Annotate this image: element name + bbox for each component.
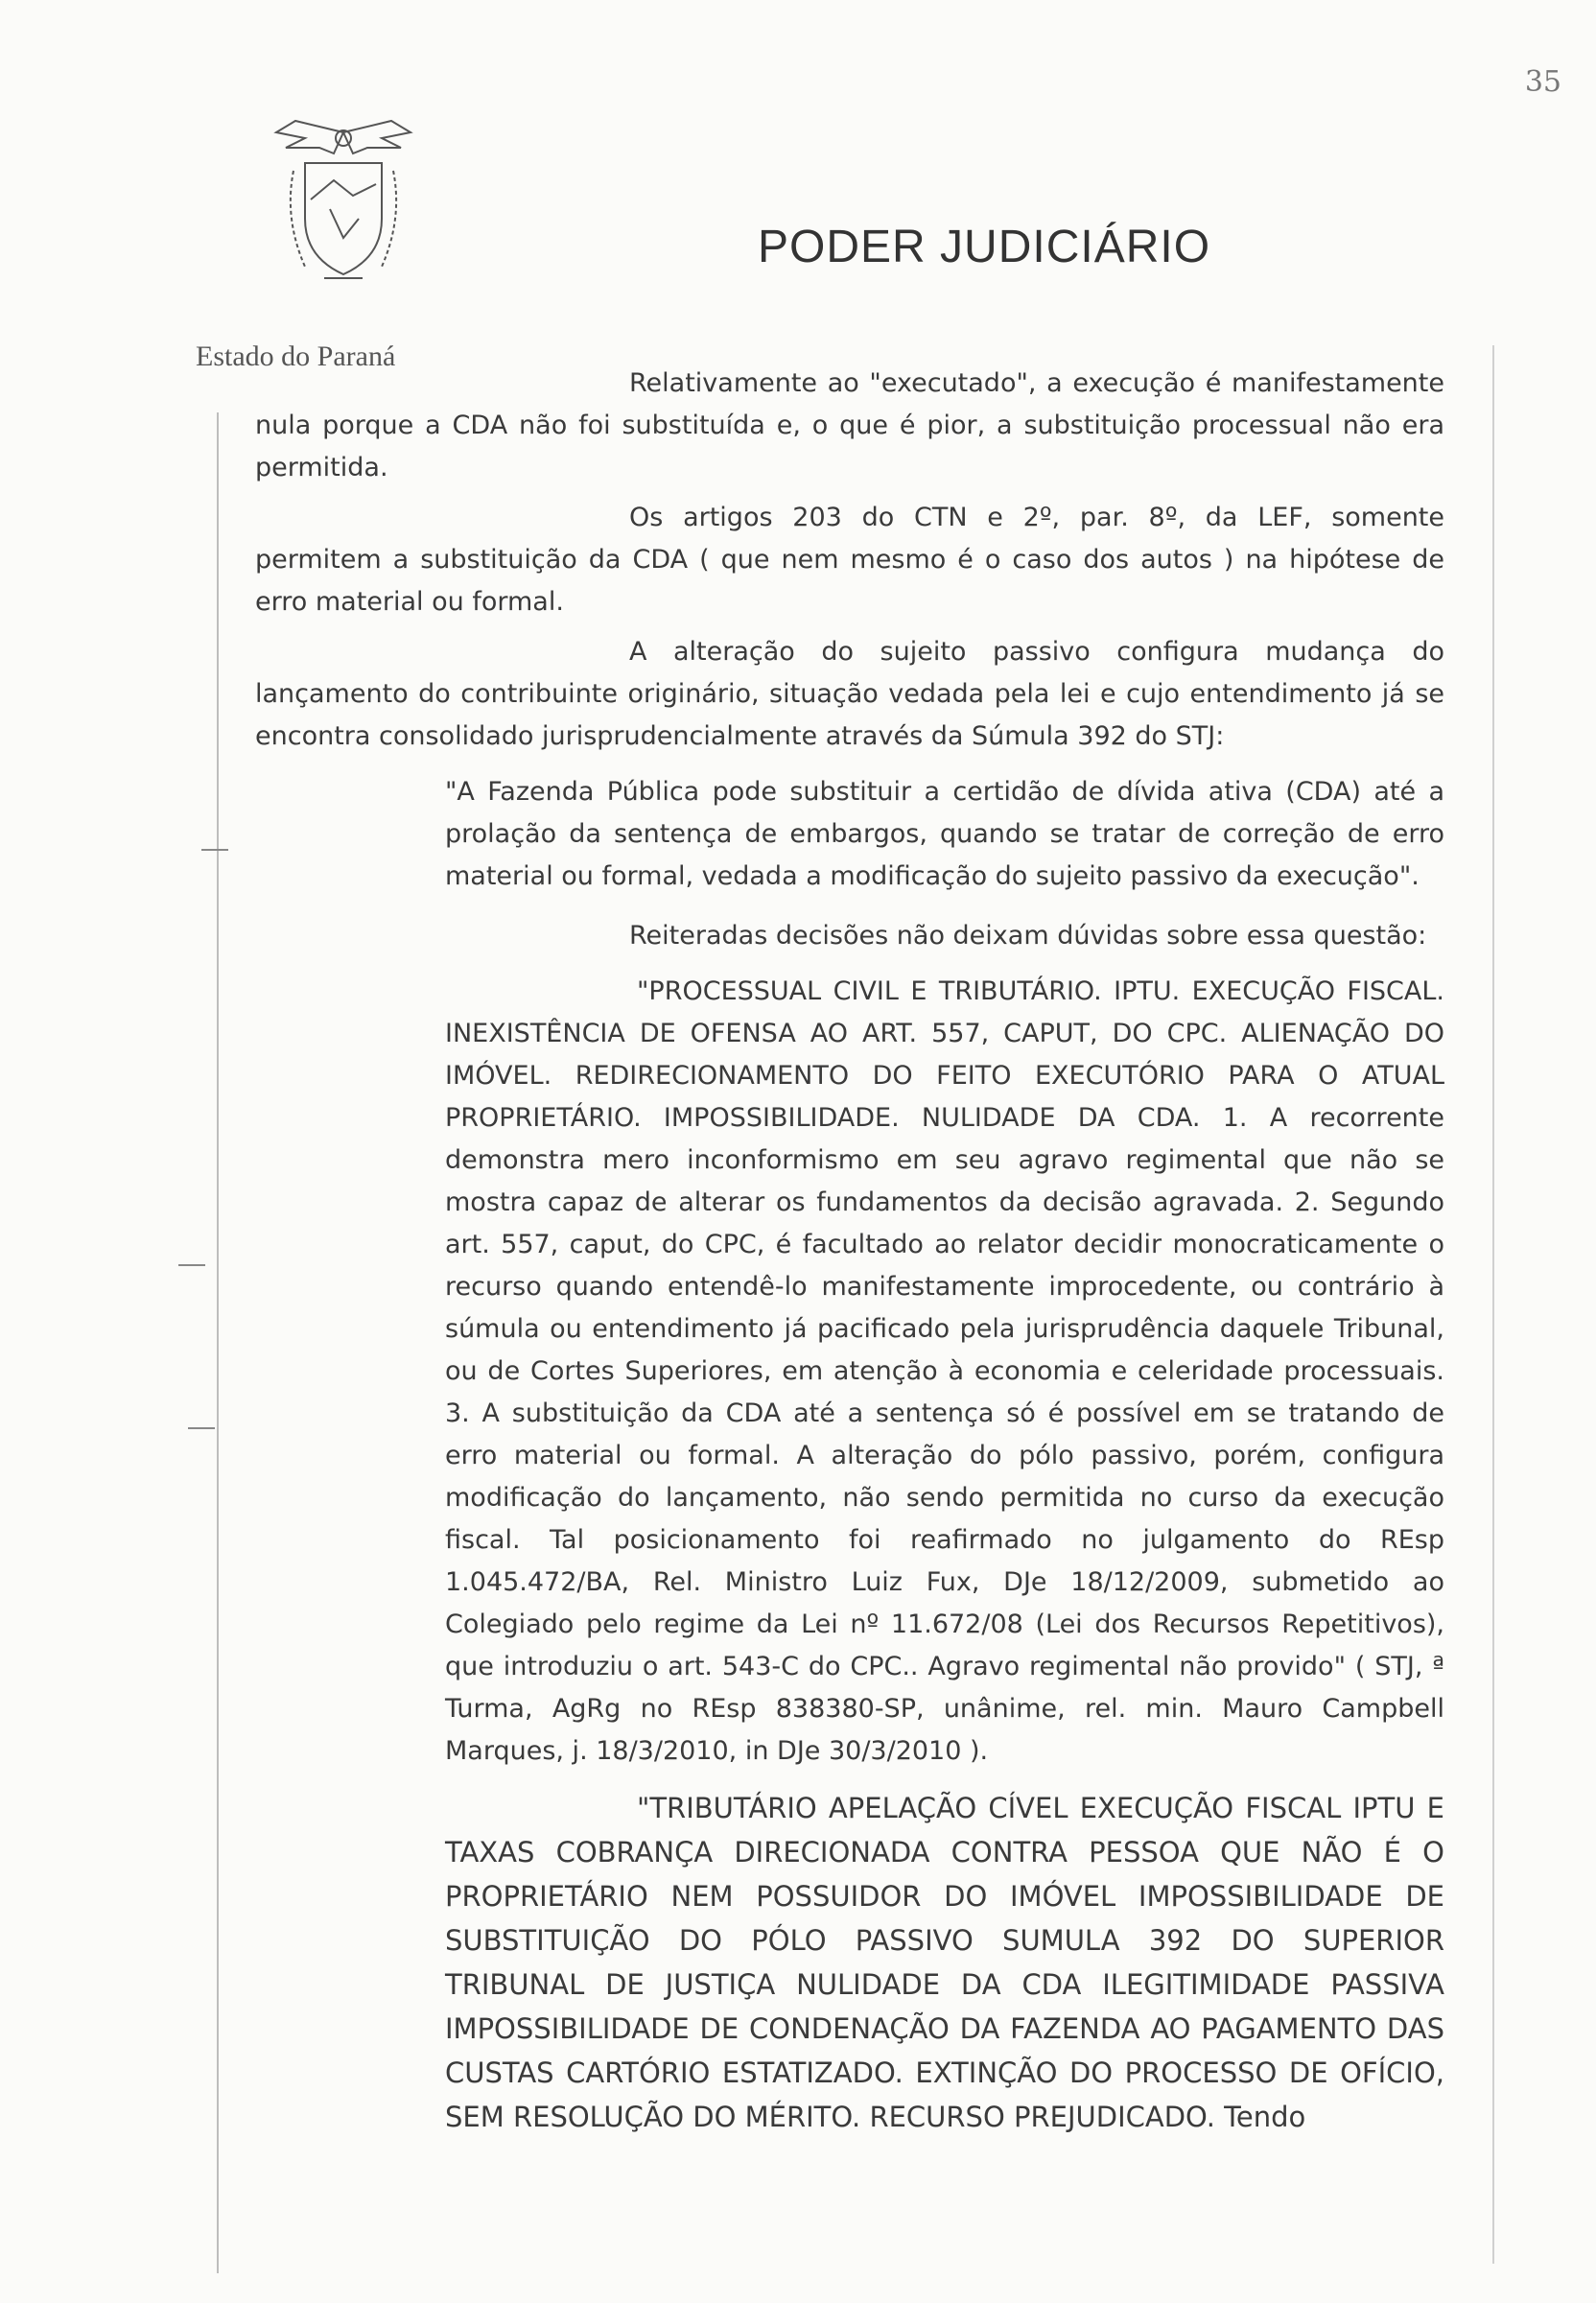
quote-tributario-apelacao: "TRIBUTÁRIO APELAÇÃO CÍVEL EXECUÇÃO FISCAL IPTU E TAXAS COBRANÇA DIRECIONADA CONTRA PESSOA QUE NÃO É O PROPRIETÁRIO NEM POSSUIDOR DO IMÓVEL IMPOSSIBILIDADE DE SUBSTITUIÇÃO DO PÓLO PASSIVO SUMULA 392 DO SUPERIOR TRIBUNAL DE JUSTIÇA NULIDADE DA CDA ILEGITIMIDADE PASSIVA IMPOSSIBILIDADE DE CONDENAÇÃO DA FAZENDA AO PAGAMENTO DAS CUSTAS CARTÓRIO ESTATIZADO. EXTINÇÃO DO PROCESSO DE OFÍCIO, SEM RESOLUÇÃO DO MÉRITO. RECURSO PREJUDICADO. Tendo [445, 1792, 1444, 2133]
margin-tick [188, 1427, 215, 1429]
quote-sumula-392: "A Fazenda Pública pode substituir a certidão de dívida ativa (CDA) até a prolação da sentença de embargos, quando se tratar de correção de erro material ou formal, vedada a modificação do sujeito passivo da execução". [445, 777, 1444, 891]
paragraph-sujeito-passivo: A alteração do sujeito passivo configura mudança do lançamento do contribuinte originário, situação vedada pela lei e cujo entendimento já se encontra consolidado jurisprudencialmente através da Súmula 392 do STJ: [255, 637, 1444, 751]
paragraph-reiteradas: Reiteradas decisões não deixam dúvidas sobre essa questão: [629, 921, 1427, 951]
parana-coat-of-arms-icon [267, 104, 420, 295]
paragraph-artigos: Os artigos 203 do CTN e 2º, par. 8º, da LEF, somente permitem a substituição da CDA ( que nem mesmo é o caso dos autos ) na hipótese de erro material ou formal. [255, 503, 1444, 617]
right-margin-rule [1492, 345, 1494, 2264]
margin-tick [178, 1264, 205, 1266]
page-title: PODER JUDICIÁRIO [758, 222, 1211, 272]
left-margin-rule [217, 412, 219, 2273]
page-number: 35 [1524, 65, 1561, 99]
state-name: Estado do Paraná [196, 341, 396, 372]
quote-stj-decision: "PROCESSUAL CIVIL E TRIBUTÁRIO. IPTU. EXECUÇÃO FISCAL. INEXISTÊNCIA DE OFENSA AO ART. 557, CAPUT, DO CPC. ALIENAÇÃO DO IMÓVEL. REDIRECIONAMENTO DO FEITO EXECUTÓRIO PARA O ATUAL PROPRIETÁRIO. IMPOSSIBILIDADE. NULIDADE DA CDA. 1. A recorrente demonstra mero inconformismo em seu agravo regimental que não se mostra capaz de alterar os fundamentos da decisão agravada. 2. Segundo art. 557, caput, do CPC, é facultado ao relator decidir monocraticamente o recurso quando entendê-lo manifestamente improcedente, ou contrário à súmula ou entendimento já pacificado pela jurisprudência daquele Tribunal, ou de Cortes Superiores, em atenção à economia e celeridade processuais. 3. A substituição da CDA até a sentença só é possível em se tratando de erro material ou formal. A alteração do pólo passivo, porém, configura modificação do lançamento, não sendo permitida no curso da execução fiscal. Tal posicionamento foi reafirmado no julgamento do REsp 1.045.472/BA, Rel. Ministro Luiz Fux, DJe 18/12/2009, submetido ao Colegiado pelo regime da Lei nº 11.672/08 (Lei dos Recursos Repetitivos), que introduziu o art. 543-C do CPC.. Agravo regimental não provido" ( STJ, ª Turma, AgRg no REsp 838380-SP, unânime, rel. min. Mauro Campbell Marques, j. 18/3/2010, in DJe 30/3/2010 ). [445, 976, 1444, 1766]
paragraph-executado: Relativamente ao "executado", a execução é manifestamente nula porque a CDA não foi substituída e, o que é pior, a substituição processual não era permitida. [255, 368, 1444, 482]
document-body [255, 363, 1444, 2152]
margin-tick [201, 849, 228, 851]
